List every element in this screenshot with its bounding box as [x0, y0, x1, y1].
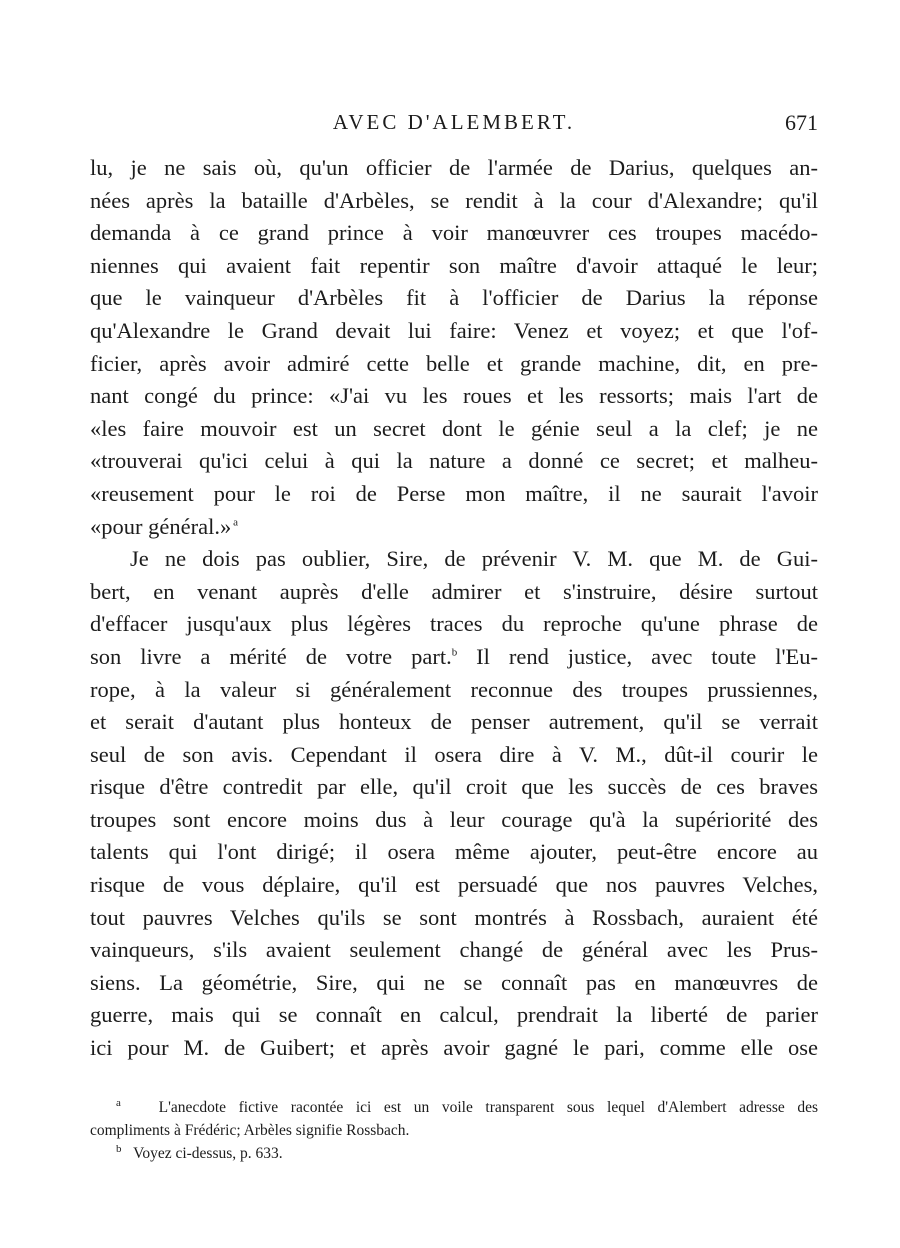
footnote-text: Voyez ci-dessus, p. 633. [133, 1145, 283, 1162]
footnote-a-continued: compliments à Frédéric; Arbèles signifie Rossbach. [90, 1122, 410, 1139]
text-line: niennes qui avaient fait repentir son maître d'avoir attaqué le leur; [90, 252, 818, 278]
text-line: lu, je ne sais où, qu'un officier de l'armée de Darius, quelques an- [90, 155, 818, 180]
text-line: seul de son avis. Cependant il osera dire à V. M., dût-il courir le [90, 741, 818, 767]
text-line: qu'Alexandre le Grand devait lui faire: Venez et voyez; et que l'of- [90, 317, 818, 343]
text-line: Je ne dois pas oublier, Sire, de prévenir V. M. que M. de Gui- [130, 546, 818, 572]
footnote-ref-a: a [233, 516, 238, 529]
text-line: risque d'être contredit par elle, qu'il croit que les succès de ces braves [90, 774, 818, 800]
text-line: bert, en venant auprès d'elle admirer et s'instruire, désire surtout [90, 578, 818, 604]
text-line: talents qui l'ont dirigé; il osera même ajouter, peut-être encore au [90, 839, 818, 865]
text-line: guerre, mais qui se connaît en calcul, prendrait la liberté de parier [90, 1002, 818, 1028]
footnote-marker-b: b [116, 1142, 122, 1155]
text-fragment: Il rend justice, avec toute l'Eu- [457, 643, 818, 669]
text-line: ici pour M. de Guibert; et après avoir gagné le pari, comme elle ose [90, 1035, 818, 1061]
footnote-marker-a: a [116, 1096, 121, 1109]
footnotes [90, 1096, 818, 1165]
footnote-a [90, 1096, 818, 1119]
text-fragment: son livre a mérité de votre part. [90, 643, 452, 669]
text-line: «trouverai qu'ici celui à qui la nature a donné ce secret; et malheu- [90, 448, 818, 474]
main-text [90, 152, 818, 1065]
text-line: «les faire mouvoir est un secret dont le génie seul a la clef; je ne [90, 415, 818, 441]
text-line: que le vainqueur d'Arbèles fit à l'officier de Darius la réponse [90, 285, 818, 311]
text-line: et serait d'autant plus honteux de penser autrement, qu'il se verrait [90, 709, 818, 735]
text-line: tout pauvres Velches qu'ils se sont montrés à Rossbach, auraient été [90, 904, 818, 930]
text-line: nant congé du prince: «J'ai vu les roues et les ressorts; mais l'art de [90, 383, 818, 409]
text-line: troupes sont encore moins dus à leur courage qu'à la supériorité des [90, 806, 818, 832]
text-line: d'effacer jusqu'aux plus légères traces du reproche qu'une phrase de [90, 611, 818, 637]
text-line: siens. La géométrie, Sire, qui ne se connaît pas en manœuvres de [90, 969, 818, 995]
page-number: 671 [785, 110, 818, 135]
footnote-b [90, 1142, 818, 1165]
text-line: demanda à ce grand prince à voir manœuvrer ces troupes macédo- [90, 220, 818, 246]
footnote-ref-b: b [451, 646, 458, 659]
text-fragment: «pour général.» [90, 513, 232, 539]
text-line [90, 511, 818, 544]
text-line: nées après la bataille d'Arbèles, se rendit à la cour d'Alexandre; qu'il [90, 187, 818, 213]
footnote-text: L'anecdote fictive racontée ici est un voile transparent sous lequel d'Alembert adresse des [158, 1099, 818, 1116]
text-line: vainqueurs, s'ils avaient seulement changé de général avec les Prus- [90, 937, 818, 963]
text-line: ficier, après avoir admiré cette belle et grande machine, dit, en pre- [90, 350, 818, 376]
text-line: «reusement pour le roi de Perse mon maître, il ne saurait l'avoir [90, 480, 818, 506]
running-head [90, 110, 818, 150]
text-line: rope, à la valeur si généralement reconnue des troupes prussiennes, [90, 676, 818, 702]
text-line [90, 641, 818, 674]
text-line: risque de vous déplaire, qu'il est persuadé que nos pauvres Velches, [90, 872, 818, 898]
running-title: AVEC D'ALEMBERT. [332, 110, 576, 134]
